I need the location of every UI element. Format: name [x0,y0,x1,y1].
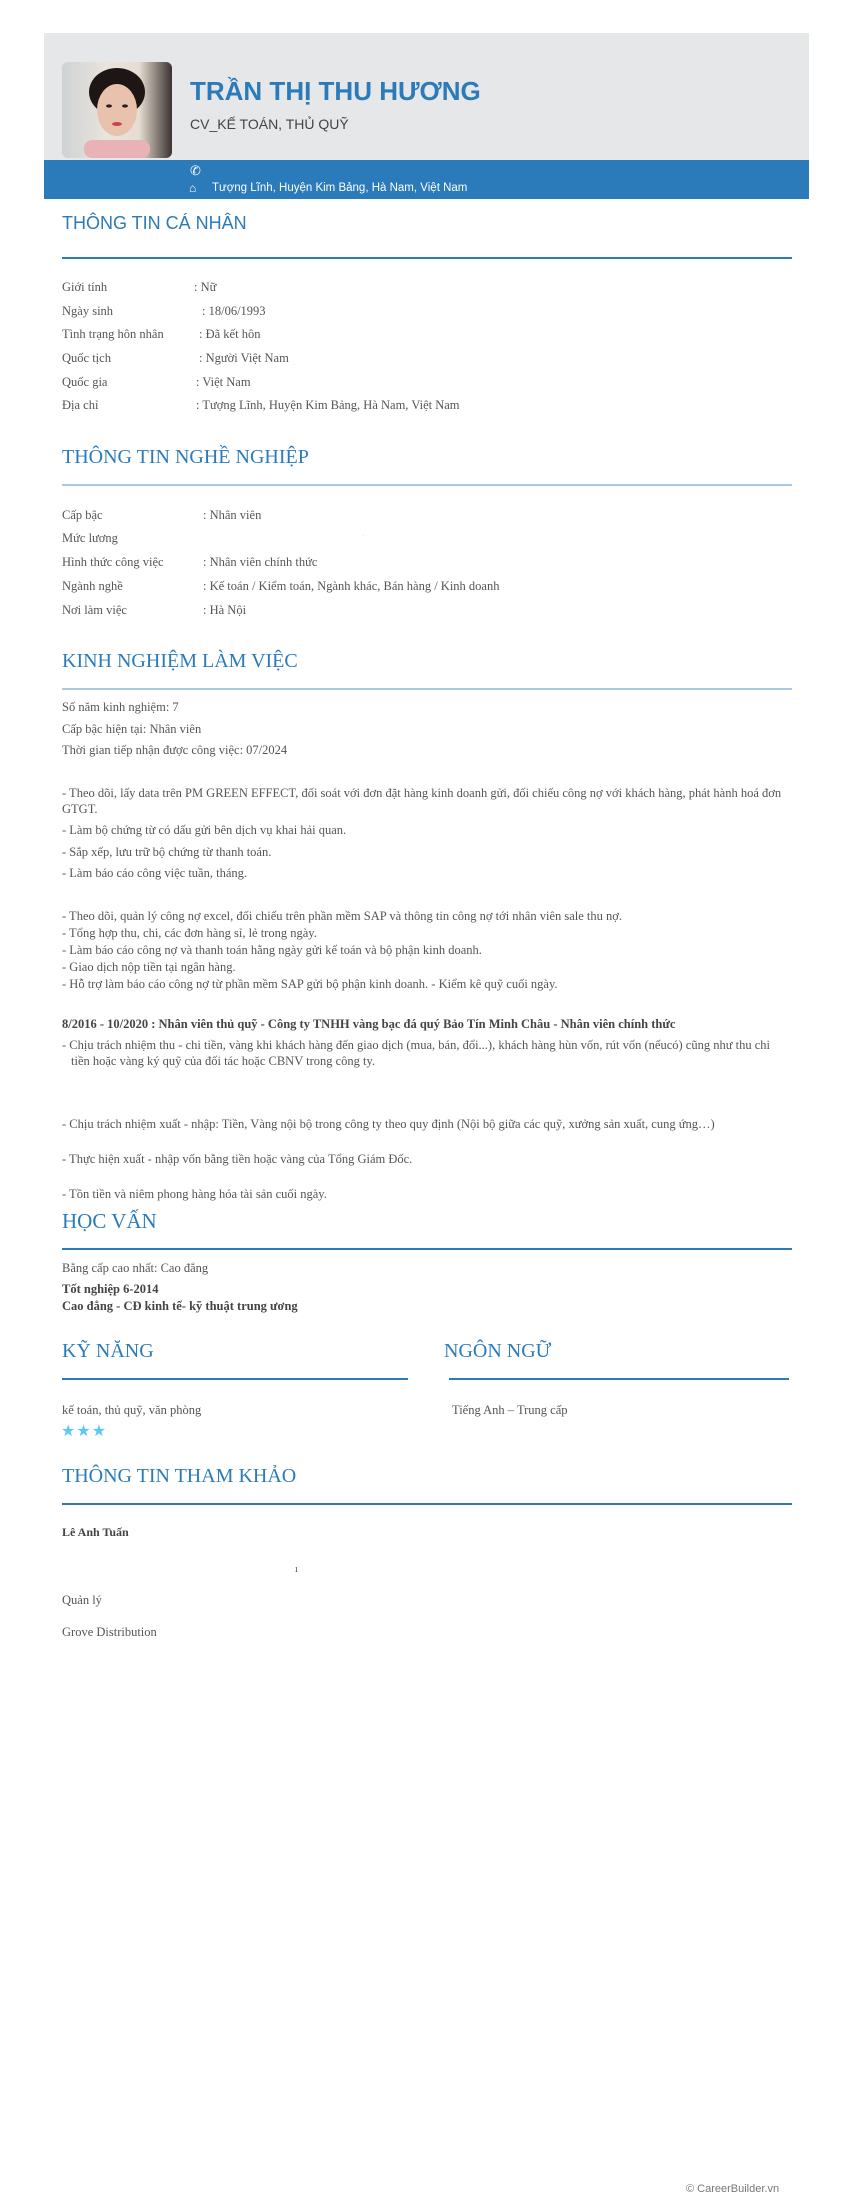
field-value: : Người Việt Nam [199,351,289,365]
duty-item: - Theo dõi, lấy data trên PM GREEN EFFECT, đối soát với đơn đặt hàng kinh doanh gửi, đối chiếu công nợ với khách hàng, phát hành hoá đơn GTGT. [62,786,782,816]
job-duty: - Chịu trách nhiệm xuất - nhập: Tiền, Vàng nội bộ trong công ty theo quy định (Nội bộ giữa các quỹ, xưởng sản xuất, cung ứng…) [62,1117,715,1131]
school-name: Cao đẳng - CĐ kinh tế- kỹ thuật trung ương [62,1299,298,1313]
reference-mark: ı [295,1564,298,1575]
field-label: Nơi làm việc [62,603,127,617]
field-value: : Việt Nam [196,375,251,389]
job-duty: - Chịu trách nhiệm thu - chi tiền, vàng khi khách hàng đến giao dịch (mua, bán, đổi...), khách hàng hùn vốn, rút vốn (nếucó) cũng như thu chi tiền hoặc vàng ký quỹ của đối tác hoặc CBNV trong công ty. [62,1038,770,1068]
field-label: Quốc gia [62,375,108,389]
job-heading: 8/2016 - 10/2020 : Nhân viên thủ quỹ - Công ty TNHH vàng bạc đá quý Bảo Tín Minh Châu - Nhân viên chính thức [62,1017,676,1031]
field-value: : Nhân viên chính thức [203,555,318,569]
section-title-personal: THÔNG TIN CÁ NHÂN [62,213,247,233]
field-value: : 18/06/1993 [202,304,266,318]
field-label: Hình thức công việc [62,555,164,569]
reference-company: Grove Distribution [62,1625,157,1639]
graduation-date: Tốt nghiệp 6-2014 [62,1282,159,1296]
section-title-reference: THÔNG TIN THAM KHẢO [62,1465,297,1487]
duty-item: - Theo dõi, quản lý công nợ excel, đối chiếu trên phần mềm SAP và thông tin công nợ tới nhân viên sale thu nợ. [62,909,623,923]
section-title-languages: NGÔN NGỮ [444,1340,552,1362]
section-title-skills: KỸ NĂNG [62,1340,154,1362]
divider [62,1378,408,1380]
field-label: Cấp bậc [62,508,103,522]
field-label: Quốc tịch [62,351,111,365]
field-value: : Hà Nội [203,603,247,617]
divider [449,1378,789,1380]
section-title-education: HỌC VẤN [62,1209,157,1233]
available-date: Thời gian tiếp nhận được công việc: 07/2024 [62,743,288,757]
candidate-name: TRẦN THỊ THU HƯƠNG [190,76,481,106]
duty-item: - Tổng hợp thu, chi, các đơn hàng sỉ, lẻ trong ngày. [62,926,317,940]
current-level: Cấp bậc hiện tại: Nhân viên [62,722,202,736]
field-label: Giới tính [62,280,108,294]
star-icon: ★ [91,1423,108,1440]
duty-item: - Làm báo cáo công nợ và thanh toán hằng ngày gửi kế toán và bộ phận kinh doanh. [62,943,482,957]
field-value: : Nữ [194,280,217,294]
star-icon: ★ [61,1423,77,1440]
field-label: Tình trạng hôn nhân [62,327,164,341]
home-icon: ⌂ [189,181,197,195]
divider [62,484,792,486]
field-label: Địa chỉ [62,398,99,412]
field-value: . [362,529,364,538]
duty-item: - Giao dịch nộp tiền tại ngân hàng. [62,960,236,974]
field-value: : Tượng Lĩnh, Huyện Kim Bảng, Hà Nam, Việt Nam [196,398,460,412]
divider [62,688,792,690]
highest-degree: Bằng cấp cao nhất: Cao đẳng [62,1261,209,1275]
phone-icon: ✆ [190,163,201,178]
experience-years: Số năm kinh nghiệm: 7 [62,700,179,714]
skill-name: kế toán, thủ quỹ, văn phòng [62,1403,202,1417]
reference-name: Lê Anh Tuấn [62,1525,129,1539]
job-duty: - Thực hiện xuất - nhập vốn bằng tiền hoặc vàng của Tổng Giám Đốc. [62,1152,413,1166]
language-item: Tiếng Anh – Trung cấp [452,1403,568,1417]
divider [62,1503,792,1505]
portrait-image [62,62,172,158]
reference-position: Quản lý [62,1593,102,1607]
duty-item: - Hỗ trợ làm báo cáo công nợ từ phần mềm SAP gửi bộ phận kinh doanh. - Kiểm kê quỹ cuối ngày. [62,977,558,991]
field-value: : Nhân viên [203,508,262,522]
profile-photo [62,62,172,158]
section-title-experience: KINH NGHIỆM LÀM VIỆC [62,650,298,672]
job-duty: - Tồn tiền và niêm phong hàng hóa tài sản cuối ngày. [62,1187,327,1201]
field-label: Mức lương [62,531,118,545]
divider [62,1248,792,1250]
field-value: : Đã kết hôn [199,327,261,341]
footer-copyright: © CareerBuilder.vn [686,2183,780,2195]
duty-item: - Làm bộ chứng từ có dấu gửi bên dịch vụ khai hải quan. [62,823,347,837]
duty-item: - Sắp xếp, lưu trữ bộ chứng từ thanh toán. [62,845,272,859]
contact-address: Tượng Lĩnh, Huyện Kim Bảng, Hà Nam, Việt Nam [212,182,468,194]
field-label: Ngày sinh [62,304,114,318]
star-icon: ★ [76,1423,92,1440]
duty-item: - Làm báo cáo công việc tuần, tháng. [62,866,247,880]
field-value: : Kế toán / Kiểm toán, Ngành khác, Bán hàng / Kinh doanh [203,579,500,593]
section-title-career: THÔNG TIN NGHỀ NGHIỆP [62,446,309,468]
divider [62,257,792,259]
cv-subtitle: CV_KẾ TOÁN, THỦ QUỸ [190,116,349,132]
field-label: Ngành nghề [62,579,123,593]
skill-rating-stars [61,1421,107,1441]
